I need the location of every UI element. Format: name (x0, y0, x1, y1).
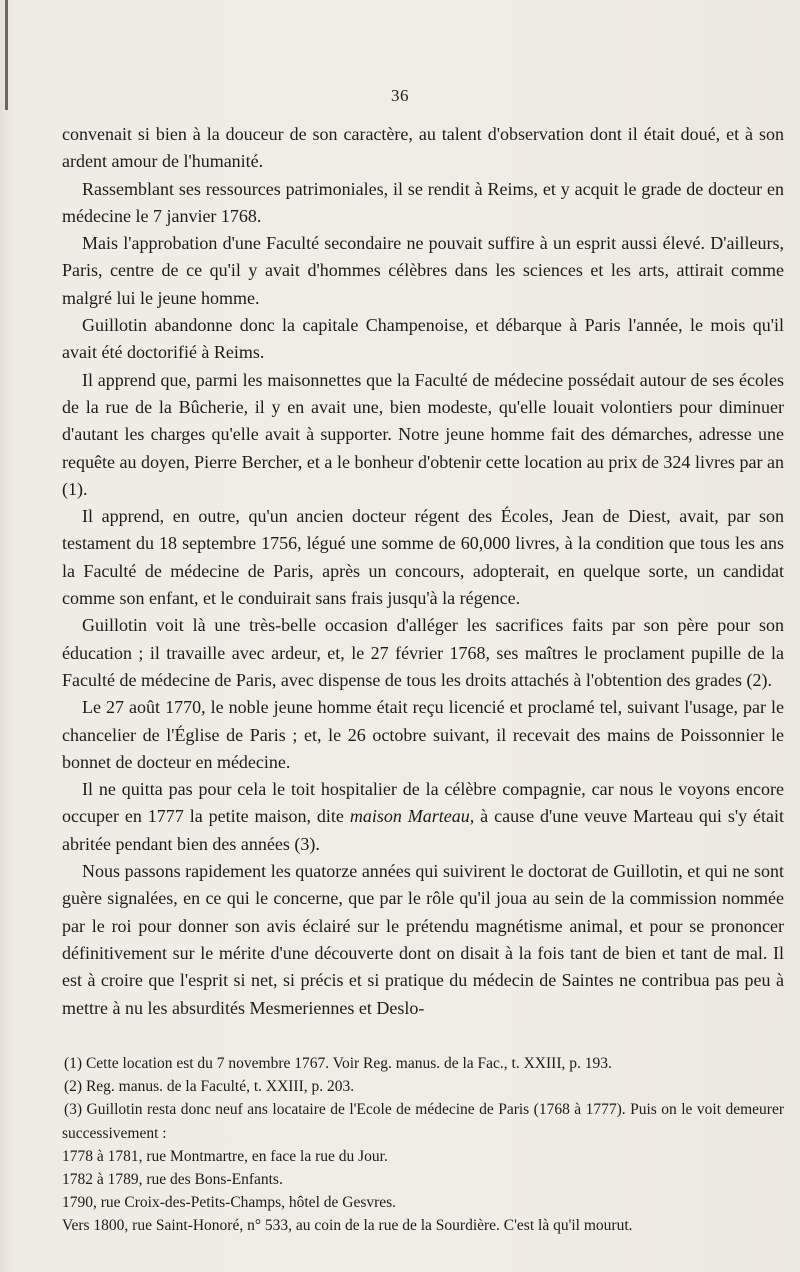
body-text (62, 121, 784, 1022)
residence-line: 1790, rue Croix-des-Petits-Champs, hôtel de Gesvres. (62, 1194, 397, 1212)
residence-line: 1782 à 1789, rue des Bons-Enfants. (62, 1171, 283, 1189)
paragraph: Il apprend que, parmi les maisonnettes que la Faculté de médecine possédait autour de ses écoles de la rue de la Bûcherie, il y en avait une, bien modeste, qu'elle louait volontiers pour diminuer d'autant les charges qu'elle avait à supporter. Notre jeune homme fait des démarches, adresse une requête au doyen, Pierre Bercher, et a le bonheur d'obtenir cette location au prix de 324 livres par an (1). (62, 369, 784, 499)
residence-line: Vers 1800, rue Saint-Honoré, n° 533, au coin de la rue de la Sourdière. C'est là qu'il mourut. (62, 1217, 633, 1235)
paragraph: Nous passons rapidement les quatorze années qui suivirent le doctorat de Guillotin, et qui ne sont guère signalées, en ce qui le concerne, que par le rôle qu'il joua au sein de la commission nommée par le roi pour donner son avis éclairé sur le prétendu magnétisme animal, et pour se prononcer définitivement sur le mérite d'une découverte dont on disait à la fois tant de bien et tant de mal. Il est à croire que l'esprit si net, si précis et si pratique du médecin de Saintes ne contribua pas peu à mettre à nu les absurdités Mesmeriennes et Deslo- (62, 861, 784, 1018)
italic-term: maison Marteau, (349, 806, 475, 827)
footnotes (62, 1052, 784, 1238)
paragraph-maison-marteau (62, 776, 784, 858)
paragraph: Il apprend, en outre, qu'un ancien docteur régent des Écoles, Jean de Diest, avait, par son testament du 18 septembre 1756, légué une somme de 60,000 livres, à la condition que tous les ans la Faculté de médecine de Paris, après un concours, adopterait, en quelque sorte, un candidat comme son enfant, et le conduirait sans frais jusqu'à la régence. (62, 506, 784, 609)
footnote: (3) Guillotin resta donc neuf ans locataire de l'Ecole de médecine de Paris (1768 à 1777). Puis on le voit demeurer successivement : (62, 1101, 784, 1142)
paragraph: Le 27 août 1770, le noble jeune homme était reçu licencié et proclamé tel, suivant l'usage, par le chancelier de l'Église de Paris ; et, le 26 octobre suivant, il recevait des mains de Poissonnier le bonnet de docteur en médecine. (62, 697, 784, 772)
paragraph: Rassemblant ses ressources patrimoniales, il se rendit à Reims, et y acquit le grade de docteur en médecine le 7 janvier 1768. (62, 178, 784, 226)
paragraph: convenait si bien à la douceur de son caractère, au talent d'observation dont il était doué, et à son ardent amour de l'humanité. (62, 124, 784, 172)
residence-line: 1778 à 1781, rue Montmartre, en face la rue du Jour. (62, 1147, 388, 1165)
paragraph: Guillotin abandonne donc la capitale Champenoise, et débarque à Paris l'année, le mois qu'il avait été doctorifié à Reims. (62, 315, 784, 363)
footnote: (2) Reg. manus. de la Faculté, t. XXIII, p. 203. (64, 1078, 355, 1096)
paragraph: Guillotin voit là une très-belle occasion d'alléger les sacrifices faits par son père pour son éducation ; il travaille avec ardeur, et, le 27 février 1768, ses maîtres le proclament pupille de la Faculté de médecine de Paris, avec dispense de tous les droits attachés à l'obtention des grades (2). (62, 615, 784, 690)
paragraph-text: Il ne quitta pas pour cela le toit hospitalier de la célèbre compagnie, car nous le voyons encore occuper en 1777 la petite maison, dite (62, 779, 784, 827)
footnote: (1) Cette location est du 7 novembre 1767. Voir Reg. manus. de la Fac., t. XXIII, p. 193. (64, 1055, 612, 1072)
paragraph-text: à cause d'une veuve Marteau qui s'y était abritée pendant bien des années (3). (62, 806, 784, 854)
paragraph: Mais l'approbation d'une Faculté secondaire ne pouvait suffire à un esprit aussi élevé. D'ailleurs, Paris, centre de ce qu'il y avait d'hommes célèbres dans les sciences et les arts, attirait comme malgré lui le jeune homme. (62, 233, 784, 308)
page-number: 36 (391, 86, 409, 105)
